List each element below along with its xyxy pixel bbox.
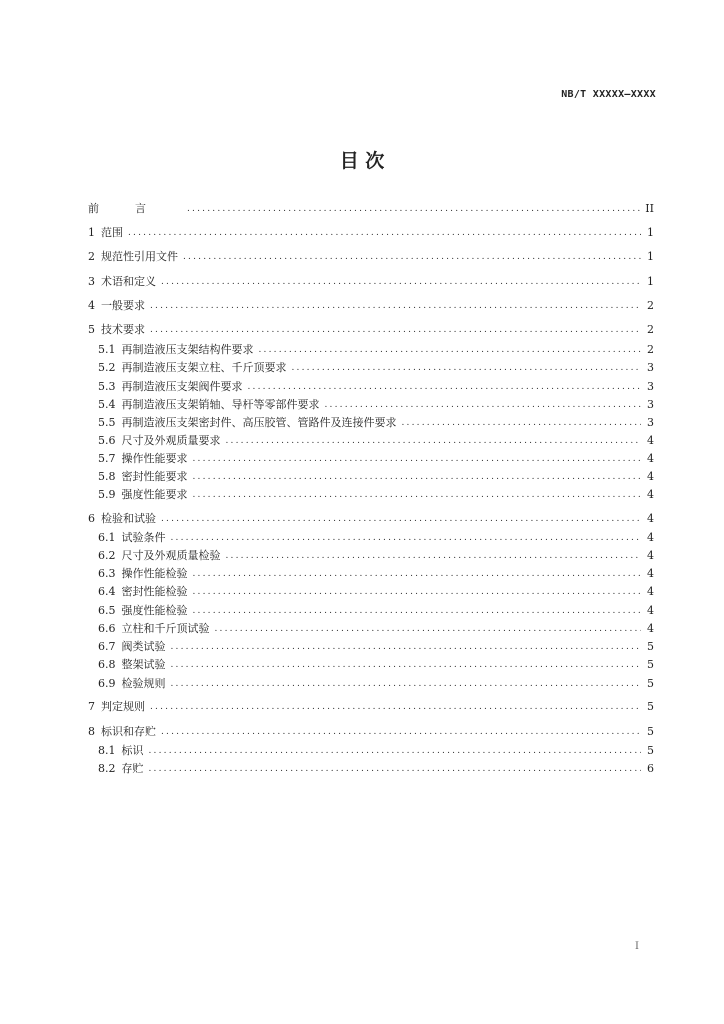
toc-entry[interactable] <box>88 249 654 265</box>
toc-page-number: 5 <box>647 725 654 738</box>
toc-subentry[interactable] <box>98 743 654 759</box>
toc-leader <box>187 201 640 217</box>
toc-page-number: 5 <box>647 700 654 713</box>
toc-leader <box>128 225 641 241</box>
toc-entry-label: 5.8 密封性能要求 <box>98 470 188 483</box>
toc-page-number: 5 <box>647 640 654 653</box>
toc-subentry[interactable] <box>98 415 654 431</box>
toc-subentry[interactable] <box>98 360 654 376</box>
toc-page-number: 3 <box>647 361 654 374</box>
toc-entry-label: 7 判定规则 <box>88 700 145 713</box>
toc-page-number: 3 <box>647 380 654 393</box>
toc-entry-label: 6.4 密封性能检验 <box>98 585 188 598</box>
toc-leader <box>325 397 642 413</box>
toc-entry-label: 1 范围 <box>88 226 123 239</box>
toc-page-number: 4 <box>647 622 654 635</box>
toc-leader <box>215 621 642 637</box>
toc-leader <box>248 379 642 395</box>
toc-page-number: 4 <box>647 604 654 617</box>
toc-leader <box>193 603 642 619</box>
toc-page-number: 1 <box>647 226 654 239</box>
toc-subentry[interactable] <box>98 487 654 503</box>
toc-page-number: II <box>645 202 654 215</box>
toc-entry-label: 5.5 再制造液压支架密封件、高压胶管、管路件及连接件要求 <box>98 416 397 429</box>
toc-subentry[interactable] <box>98 397 654 413</box>
toc-page-number: 5 <box>647 658 654 671</box>
toc-leader <box>193 469 642 485</box>
toc-subentry[interactable] <box>98 657 654 673</box>
toc-page-number: 4 <box>647 452 654 465</box>
toc-subentry[interactable] <box>98 676 654 692</box>
toc-leader <box>226 433 642 449</box>
toc-entry-label: 5 技术要求 <box>88 323 145 336</box>
toc-entry-label: 6 检验和试验 <box>88 512 156 525</box>
toc-subentry[interactable] <box>98 639 654 655</box>
toc-leader <box>171 676 642 692</box>
toc-subentry[interactable] <box>98 621 654 637</box>
toc-entry-foreword[interactable] <box>88 201 654 217</box>
toc-subentry[interactable] <box>98 469 654 485</box>
toc-page-number: 4 <box>647 567 654 580</box>
toc-leader <box>193 487 642 503</box>
toc-entry-label: 6.8 整架试验 <box>98 658 166 671</box>
toc-page-number: 2 <box>647 343 654 356</box>
toc-page-number: 1 <box>647 250 654 263</box>
toc-page-number: 3 <box>647 398 654 411</box>
toc-subentry[interactable] <box>98 603 654 619</box>
toc-page-number: 5 <box>647 677 654 690</box>
toc-entry[interactable] <box>88 511 654 527</box>
toc-entry-label: 6.6 立柱和千斤顶试验 <box>98 622 210 635</box>
toc-leader <box>259 342 642 358</box>
toc-entry[interactable] <box>88 225 654 241</box>
toc-entry[interactable] <box>88 724 654 740</box>
toc-leader <box>193 566 642 582</box>
toc-entry-label: 5.3 再制造液压支架阀件要求 <box>98 380 243 393</box>
toc-page-number: 4 <box>647 488 654 501</box>
toc-subentry[interactable] <box>98 433 654 449</box>
toc-entry-label: 4 一般要求 <box>88 299 145 312</box>
toc-subentry[interactable] <box>98 530 654 546</box>
toc-page-number: 2 <box>647 323 654 336</box>
toc-entry-label: 8.2 存贮 <box>98 762 144 775</box>
toc-entry-label: 5.9 强度性能要求 <box>98 488 188 501</box>
toc-leader <box>171 530 642 546</box>
toc-leader <box>171 639 642 655</box>
toc-leader <box>161 511 641 527</box>
toc-entry-label: 6.1 试验条件 <box>98 531 166 544</box>
toc-subentry[interactable] <box>98 451 654 467</box>
toc-leader <box>292 360 642 376</box>
toc-leader <box>193 451 642 467</box>
toc-leader <box>150 322 641 338</box>
toc-entry-label: 2 规范性引用文件 <box>88 250 178 263</box>
toc-leader <box>183 249 641 265</box>
toc-subentry[interactable] <box>98 761 654 777</box>
toc-leader <box>171 657 642 673</box>
toc-page-number: 6 <box>647 762 654 775</box>
toc-entry[interactable] <box>88 322 654 338</box>
toc-entry-label: 6.3 操作性能检验 <box>98 567 188 580</box>
toc-leader <box>150 298 641 314</box>
toc-page-number: 3 <box>647 416 654 429</box>
toc-entry-label: 5.6 尺寸及外观质量要求 <box>98 434 221 447</box>
toc-page-number: 4 <box>647 512 654 525</box>
toc-subentry[interactable] <box>98 566 654 582</box>
toc-entry-label: 6.2 尺寸及外观质量检验 <box>98 549 221 562</box>
page-title: 目 次 <box>339 150 385 172</box>
toc-page-number: 5 <box>647 744 654 757</box>
toc-page-number: 4 <box>647 585 654 598</box>
toc-entry[interactable] <box>88 298 654 314</box>
toc-entry-label: 6.9 检验规则 <box>98 677 166 690</box>
standard-code: NB/T XXXXX—XXXX <box>561 89 656 100</box>
toc-entry-label: 6.7 阀类试验 <box>98 640 166 653</box>
toc-leader <box>150 699 641 715</box>
toc-entry-label: 5.7 操作性能要求 <box>98 452 188 465</box>
toc-entry-label: 6.5 强度性能检验 <box>98 604 188 617</box>
toc-subentry[interactable] <box>98 379 654 395</box>
toc-entry-label: 3 术语和定义 <box>88 275 156 288</box>
toc-page-number: 4 <box>647 470 654 483</box>
toc-leader <box>149 761 642 777</box>
toc-leader <box>149 743 642 759</box>
toc-entry-label: 8.1 标识 <box>98 744 144 757</box>
toc-subentry[interactable] <box>98 584 654 600</box>
toc-leader <box>402 415 642 431</box>
toc-entry-label: 8 标识和存贮 <box>88 725 156 738</box>
toc-page-number: 1 <box>647 275 654 288</box>
toc-entry-label: 5.2 再制造液压支架立柱、千斤顶要求 <box>98 361 287 374</box>
toc-leader <box>226 548 642 564</box>
toc-page-number: 4 <box>647 531 654 544</box>
toc-leader <box>193 584 642 600</box>
toc-leader <box>161 724 641 740</box>
toc-page-number: 4 <box>647 434 654 447</box>
footer-page-number: I <box>635 941 639 952</box>
toc-subentry[interactable] <box>98 548 654 564</box>
toc-leader <box>161 274 641 290</box>
toc-entry[interactable] <box>88 699 654 715</box>
toc-page-number: 2 <box>647 299 654 312</box>
toc-entry[interactable] <box>88 274 654 290</box>
toc-entry-label: 5.1 再制造液压支架结构件要求 <box>98 343 254 356</box>
toc-entry-label: 5.4 再制造液压支架销轴、导杆等零部件要求 <box>98 398 320 411</box>
toc-page-number: 4 <box>647 549 654 562</box>
toc-entry-label: 前言 <box>88 202 182 215</box>
toc-subentry[interactable] <box>98 342 654 358</box>
